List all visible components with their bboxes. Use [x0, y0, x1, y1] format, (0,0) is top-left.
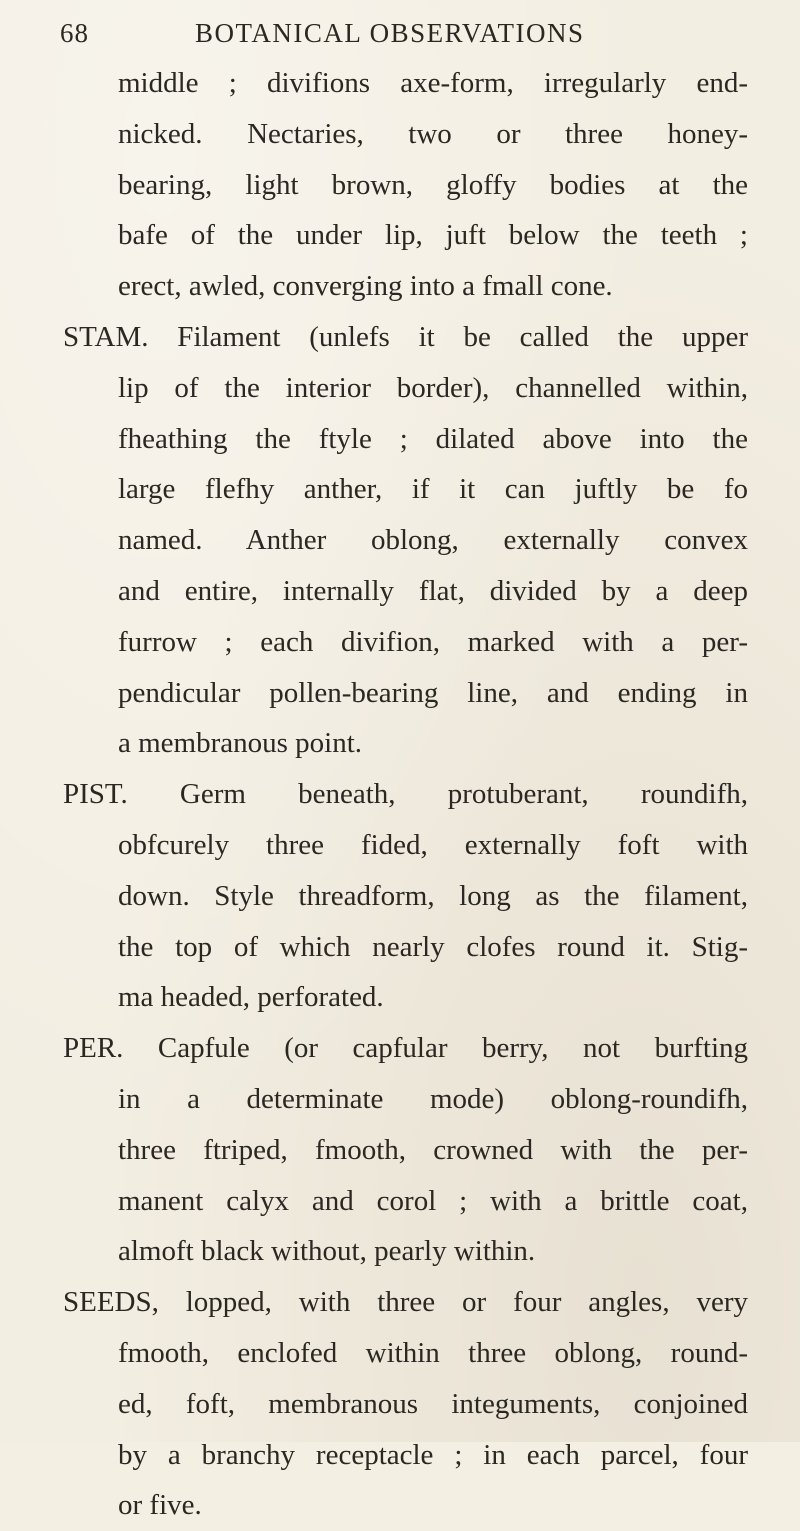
text-line — [0, 1379, 800, 1430]
text-line — [0, 1328, 800, 1379]
text-line — [0, 109, 800, 160]
text-line-content: bearing, light brown, gloffy bodies at the — [118, 168, 748, 201]
text-line-content: pendicular pollen-bearing line, and ending in — [118, 676, 748, 709]
text-line-content: named. Anther oblong, externally convex — [118, 524, 748, 557]
section-heading-line — [0, 1277, 800, 1328]
text-line — [0, 58, 800, 109]
text-line — [0, 1176, 800, 1227]
text-line-content: manent calyx and corol ; with a brittle coat, — [118, 1184, 748, 1217]
text-line-content: nicked. Nectaries, two or three honey- — [118, 117, 748, 150]
text-line-content: the top of which nearly clofes round it. Stig- — [118, 930, 748, 963]
text-line-content: almoft black without, pearly within. — [118, 1235, 536, 1268]
text-line — [0, 414, 800, 465]
section-heading-line — [0, 1023, 800, 1074]
text-line — [0, 1125, 800, 1176]
text-line-content: ed, foft, membranous integuments, conjoined — [118, 1387, 748, 1420]
body-text — [0, 58, 800, 1531]
text-line — [0, 718, 800, 769]
text-line — [0, 1074, 800, 1125]
text-line-content: obfcurely three fided, externally foft with — [118, 828, 748, 861]
text-line-content: furrow ; each divifion, marked with a per- — [118, 625, 748, 658]
text-line-content: PER. Capfule (or capfular berry, not burfting — [63, 1032, 748, 1065]
text-line-content: bafe of the under lip, juft below the teeth ; — [118, 219, 748, 252]
section-heading-line — [0, 312, 800, 363]
section-heading-line — [0, 769, 800, 820]
text-line-content: by a branchy receptacle ; in each parcel, four — [118, 1438, 748, 1471]
text-line — [0, 972, 800, 1023]
text-line — [0, 160, 800, 211]
page-header — [60, 18, 760, 58]
text-line-content: down. Style threadform, long as the filament, — [118, 879, 748, 912]
text-line — [0, 617, 800, 668]
text-line-content: fmooth, enclofed within three oblong, round- — [118, 1336, 748, 1369]
text-line-content: or five. — [118, 1489, 202, 1522]
text-line — [0, 922, 800, 973]
page-number: 68 — [60, 18, 89, 48]
text-line-content: fheathing the ftyle ; dilated above into the — [118, 422, 748, 455]
text-line-content: large flefhy anther, if it can juftly be fo — [118, 473, 748, 506]
text-line — [0, 566, 800, 617]
text-line-content: ma headed, perforated. — [118, 981, 384, 1014]
text-line-content: STAM. Filament (unlefs it be called the upper — [63, 320, 748, 353]
text-line-content: in a determinate mode) oblong-roundifh, — [118, 1082, 748, 1115]
text-line-content: erect, awled, converging into a fmall cone. — [118, 270, 613, 303]
text-line — [0, 210, 800, 261]
text-line — [0, 261, 800, 312]
text-line-content: three ftriped, fmooth, crowned with the per- — [118, 1133, 748, 1166]
text-line — [0, 363, 800, 414]
text-line — [0, 464, 800, 515]
text-line — [0, 820, 800, 871]
text-line — [0, 1226, 800, 1277]
text-line-content: SEEDS, lopped, with three or four angles, very — [63, 1286, 748, 1319]
text-line — [0, 515, 800, 566]
text-line-content: PIST. Germ beneath, protuberant, roundifh, — [63, 778, 748, 811]
text-line-content: middle ; divifions axe-form, irregularly end- — [118, 67, 748, 99]
text-line — [0, 1480, 800, 1531]
text-line — [0, 668, 800, 719]
text-line-content: lip of the interior border), channelled within, — [118, 371, 748, 404]
running-title: BOTANICAL OBSERVATIONS — [195, 18, 585, 48]
text-line — [0, 871, 800, 922]
text-line-content: and entire, internally flat, divided by a deep — [118, 574, 748, 607]
text-line — [0, 1430, 800, 1481]
text-line-content: a membranous point. — [118, 727, 363, 760]
